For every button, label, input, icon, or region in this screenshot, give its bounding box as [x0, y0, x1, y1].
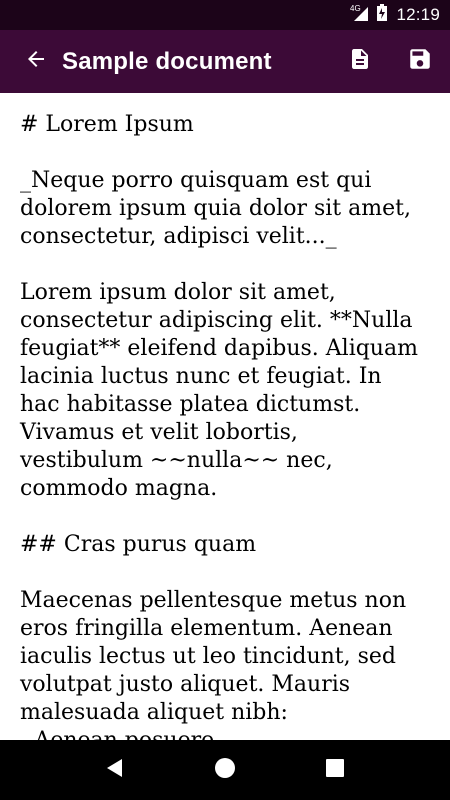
text-line: commodo magna.: [20, 476, 218, 501]
save-button[interactable]: [390, 30, 450, 93]
document-icon: [348, 46, 372, 77]
document-paragraph: [20, 167, 432, 251]
text-line: vestibulum ~~nulla~~ nec,: [20, 448, 333, 473]
network-type-label: 4G: [350, 3, 362, 13]
text-line: ## Cras purus quam: [20, 532, 257, 557]
document-paragraph: [20, 279, 432, 503]
text-line: _Neque porro quisquam est qui: [20, 168, 372, 193]
recents-square-icon: [325, 758, 345, 783]
nav-home-button[interactable]: [195, 740, 255, 800]
document-paragraph: [20, 531, 432, 559]
system-nav-bar: [0, 740, 450, 800]
document-paragraph: [20, 587, 432, 755]
text-line: volutpat justo aliquet. Mauris: [20, 672, 351, 697]
status-icons: [350, 4, 388, 27]
document-button[interactable]: [330, 30, 390, 93]
text-line: eros fringilla elementum. Aenean: [20, 616, 393, 641]
text-line: Lorem ipsum dolor sit amet,: [20, 280, 336, 305]
text-line: dolorem ipsum quia dolor sit amet,: [20, 196, 411, 221]
signal-icon: [350, 4, 370, 27]
text-line: lacinia luctus nunc et feugiat. In: [20, 364, 382, 389]
document-paragraph: [20, 111, 432, 139]
save-icon: [407, 46, 433, 77]
text-line: malesuada aliquet nibh:: [20, 700, 288, 725]
text-line: Maecenas pellentesque metus non: [20, 588, 407, 613]
arrow-back-icon: [24, 47, 48, 76]
text-line: hac habitasse platea dictumst.: [20, 392, 361, 417]
page-title: Sample document: [62, 47, 272, 75]
text-line: consectetur adipiscing elit. **Nulla: [20, 308, 413, 333]
text-line: consectetur, adipisci velit..._: [20, 224, 337, 249]
nav-back-button[interactable]: [85, 740, 145, 800]
text-line: iaculis lectus ut leo tincidunt, sed: [20, 644, 397, 669]
home-circle-icon: [214, 757, 236, 784]
text-line: # Lorem Ipsum: [20, 112, 194, 137]
nav-recents-button[interactable]: [305, 740, 365, 800]
app-bar: [0, 30, 450, 93]
text-line: Vivamus et velit lobortis,: [20, 420, 298, 445]
text-line: feugiat** eleifend dapibus. Aliquam: [20, 336, 418, 361]
back-triangle-icon: [104, 757, 126, 784]
status-time: 12:19: [396, 5, 440, 24]
status-bar: [0, 0, 450, 30]
battery-icon: [376, 4, 388, 27]
document-body[interactable]: [0, 93, 450, 740]
